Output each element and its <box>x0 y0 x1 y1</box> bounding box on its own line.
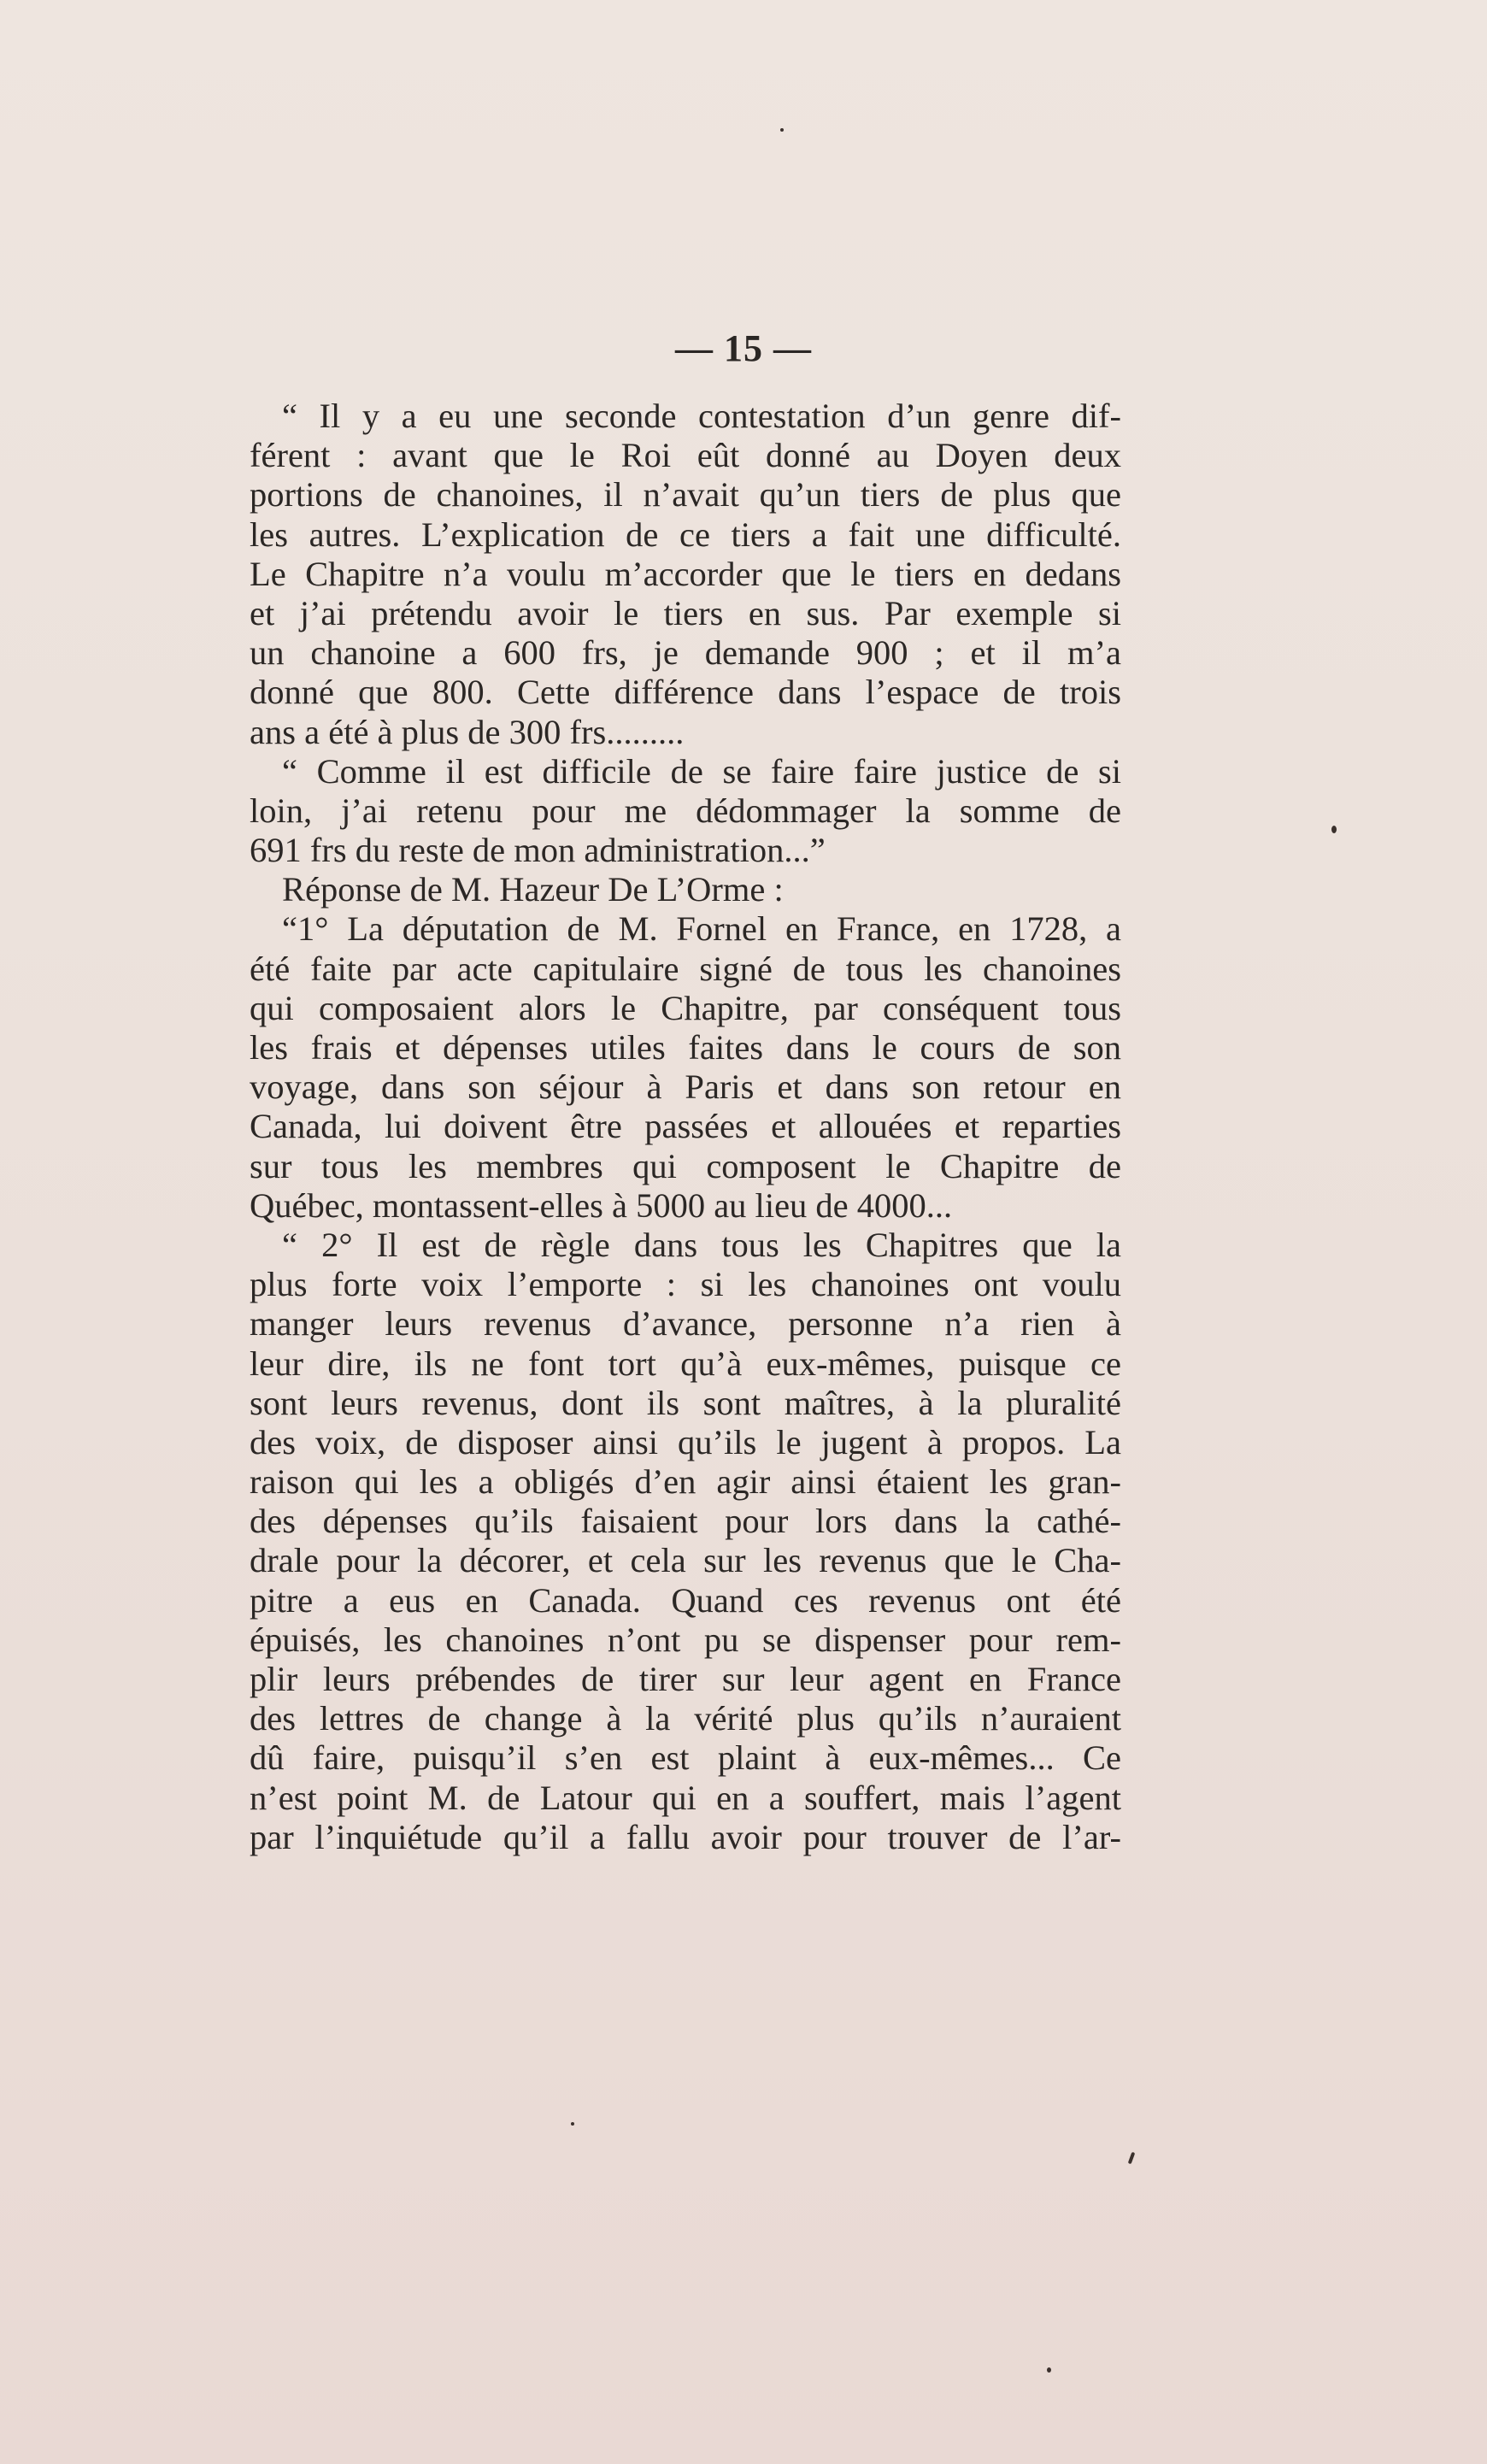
text-line: Le Chapitre n’a voulu m’accorder que le tiers en dedans <box>250 554 1121 593</box>
text-line: “ 2° Il est de règle dans tous les Chapitres que la <box>282 1225 1121 1264</box>
text-line: plus forte voix l’emporte : si les chanoines ont voulu <box>250 1265 1121 1304</box>
text-line: des voix, de disposer ainsi qu’ils le jugent à propos. La <box>250 1422 1121 1461</box>
text-line: par l’inquiétude qu’il a fallu avoir pour trouver de l’ar- <box>250 1817 1121 1856</box>
text-line: été faite par acte capitulaire signé de tous les chanoines <box>250 949 1121 988</box>
text-line: sur tous les membres qui composent le Chapitre de <box>250 1146 1121 1185</box>
paper-speck <box>1331 826 1337 833</box>
text-line: manger leurs revenus d’avance, personne n’a rien à <box>250 1304 1121 1344</box>
text-line: donné que 800. Cette différence dans l’espace de trois <box>250 673 1121 712</box>
text-line: des dépenses qu’ils faisaient pour lors dans la cathé- <box>250 1502 1121 1541</box>
paper-speck <box>571 2122 574 2126</box>
text-line: des lettres de change à la vérité plus qu’ils n’auraient <box>250 1699 1121 1738</box>
text-line: qui composaient alors le Chapitre, par conséquent tous <box>250 988 1121 1027</box>
text-line: dû faire, puisqu’il s’en est plaint à eux-mêmes... Ce <box>250 1738 1121 1778</box>
text-line: les frais et dépenses utiles faites dans le cours de son <box>250 1028 1121 1067</box>
text-line: pitre a eus en Canada. Quand ces revenus ont été <box>250 1580 1121 1620</box>
text-line: portions de chanoines, il n’avait qu’un tiers de plus que <box>250 475 1121 515</box>
text-line: les autres. L’explication de ce tiers a fait une difficulté. <box>250 515 1121 554</box>
text-line: ans a été à plus de 300 frs......... <box>250 712 685 751</box>
text-line: sont leurs revenus, dont ils sont maîtres, à la pluralité <box>250 1383 1121 1422</box>
paper-speck <box>1047 2367 1051 2373</box>
text-line: raison qui les a obligés d’en agir ainsi étaient les gran- <box>250 1462 1121 1502</box>
text-line: “1° La députation de M. Fornel en France, en 1728, a <box>282 909 1121 949</box>
text-line: et j’ai prétendu avoir le tiers en sus. Par exemple si <box>250 593 1121 632</box>
paper-speck <box>1128 2152 1136 2165</box>
text-line: “ Il y a eu une seconde contestation d’un genre dif- <box>282 397 1121 435</box>
text-line: épuisés, les chanoines n’ont pu se dispenser pour rem- <box>250 1620 1121 1659</box>
text-line: n’est point M. de Latour qui en a souffert, mais l’agent <box>250 1778 1121 1817</box>
text-line: 691 frs du reste de mon administration...” <box>250 831 826 870</box>
text-line: loin, j’ai retenu pour me dédommager la somme de <box>250 791 1121 830</box>
text-line: plir leurs prébendes de tirer sur leur agent en France <box>250 1660 1121 1698</box>
text-line: Réponse de M. Hazeur De L’Orme : <box>282 870 784 909</box>
text-line: voyage, dans son séjour à Paris et dans son retour en <box>250 1067 1121 1107</box>
paper-speck <box>780 128 784 132</box>
text-line: férent : avant que le Roi eût donné au Doyen deux <box>250 436 1121 475</box>
text-line: Canada, lui doivent être passées et allouées et reparties <box>250 1107 1121 1146</box>
text-line: drale pour la décorer, et cela sur les revenus que le Cha- <box>250 1541 1121 1580</box>
page-number: — 15 — <box>675 327 812 369</box>
text-line: un chanoine a 600 frs, je demande 900 ; et il m’a <box>250 633 1121 673</box>
body-text <box>250 397 1121 1857</box>
text-line: leur dire, ils ne font tort qu’à eux-mêmes, puisque ce <box>250 1344 1121 1383</box>
text-line: “ Comme il est difficile de se faire faire justice de si <box>282 751 1121 791</box>
text-line: Québec, montassent-elles à 5000 au lieu de 4000... <box>250 1185 953 1225</box>
